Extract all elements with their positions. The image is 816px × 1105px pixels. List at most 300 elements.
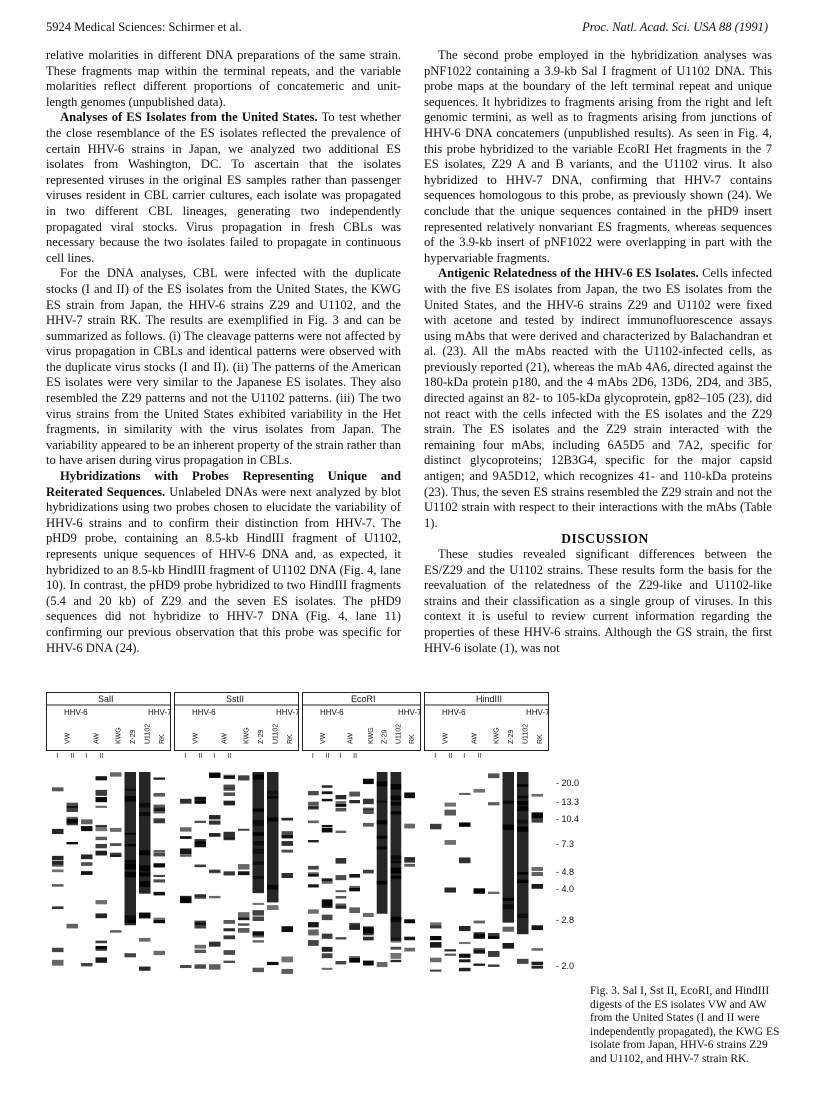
gel-band — [363, 870, 374, 874]
gel-band — [532, 962, 544, 965]
gel-band — [52, 856, 64, 860]
gel-band — [459, 822, 471, 826]
group-label-hhv6: HHV-6 — [192, 708, 216, 717]
gel-band — [532, 794, 544, 797]
gel-band — [322, 791, 333, 794]
size-marker: - 4.0 — [556, 884, 575, 894]
gel-band — [474, 789, 486, 793]
gel-band — [349, 792, 360, 797]
gel-band — [110, 930, 122, 933]
stock-label: I — [339, 753, 342, 760]
gel-band — [404, 948, 415, 952]
gel-band — [154, 863, 166, 867]
gel-band — [308, 884, 319, 887]
lane-label: U1102 — [522, 723, 530, 744]
stock-label: II — [99, 753, 104, 760]
gel-band — [322, 968, 333, 970]
lane-label: RK — [158, 734, 166, 744]
stock-label: I — [213, 753, 216, 760]
stock-label: I — [311, 753, 314, 760]
gel-band — [52, 960, 64, 966]
gel-band — [336, 795, 347, 799]
paragraph-body: Unlabeled DNAs were next analyzed by blot hybridizations using two probes chosen to elucidate the variability of HHV-6 strains and to confirm their distinction from HHV-7. The pHD9 probe, containing an 8.5-kb HindIII fragment of U1102, represents unique sequences of HHV-6 DNA and, as expected, it hybridized to an 8.5-kb HindIII fragment of U1102 DNA (Fig. 4, lane 10). In contrast, the pHD9 probe hybridized to two HindIII fragments (5.4 and 20 kb) of Z29 and the seven ES isolates. The pHD9 sequences did not hybridize to HHV-7 DNA (Fig. 4, lane 11) confirming our previous observation that this probe was specific for HHV-6 DNA (24). — [46, 484, 402, 655]
gel-band — [404, 792, 415, 798]
discussion-heading: DISCUSSION — [561, 531, 649, 547]
gel-band — [224, 928, 236, 931]
gel-band — [430, 970, 442, 972]
gel-band — [180, 799, 192, 804]
gel-band — [336, 831, 347, 833]
paragraph: relative molarities in different DNA preparations of the same strain. These fragments map within the terminal repeats, and the variable molarities reflect different proportions of concatemeric and unit-length genomes (unpublished data). — [46, 48, 401, 109]
gel-smear — [377, 772, 388, 914]
gel-band — [209, 942, 221, 947]
gel-band — [377, 962, 388, 967]
stock-label: II — [70, 753, 75, 760]
stock-label: II — [477, 753, 482, 760]
gel-band — [474, 932, 486, 934]
lane-label: VW — [319, 732, 327, 744]
stock-label: II — [353, 753, 358, 760]
gel-band — [430, 824, 442, 829]
gel-band — [224, 775, 236, 778]
gel-band — [459, 959, 471, 962]
gel-band — [336, 875, 347, 880]
gel-band — [253, 931, 265, 935]
gel-smear — [139, 772, 151, 894]
gel-band — [363, 779, 374, 784]
gel-band — [154, 875, 166, 877]
running-header-left: 5924 Medical Sciences: Schirmer et al. — [46, 20, 242, 34]
gel-band — [52, 829, 64, 834]
gel-band — [154, 793, 166, 797]
section-heading: Antigenic Relatedness of the HHV-6 ES Isolates. — [438, 266, 699, 281]
group-label-hhv7: HHV-7 — [398, 708, 422, 717]
gel-band — [308, 922, 319, 927]
gel-band — [253, 903, 265, 905]
gel-band — [96, 825, 108, 827]
stock-label: II — [227, 753, 232, 760]
gel-blot-image — [46, 692, 580, 1072]
gel-band — [154, 918, 166, 923]
gel-band — [154, 818, 166, 823]
gel-band — [336, 801, 347, 807]
gel-band — [180, 848, 192, 854]
figure-caption: Fig. 3. Sal I, Sst II, EcoRI, and HindIII digests of the ES isolates VW and AW from the United States (I and II were independently propagated), the KWG ES isolate from Japan, HHV-6 strains Z29 and U1102, and HHV-7 strain RK. — [590, 985, 780, 1065]
gel-band — [532, 948, 544, 951]
lane-label: AW — [471, 732, 479, 744]
gel-smear — [253, 772, 265, 893]
section-heading: Analyses of ES Isolates from the United States. — [60, 110, 318, 125]
gel-band — [488, 892, 500, 894]
gel-band — [308, 821, 319, 824]
gel-band — [430, 958, 442, 963]
right-column — [424, 48, 772, 656]
gel-band — [308, 929, 319, 935]
gel-band — [224, 961, 236, 963]
gel-band — [81, 819, 93, 824]
gel-band — [224, 871, 236, 875]
gel-band — [96, 946, 108, 949]
gel-band — [110, 772, 122, 776]
gel-band — [308, 909, 319, 913]
group-label-hhv7: HHV-7 — [148, 708, 172, 717]
gel-band — [336, 890, 347, 892]
gel-band — [238, 917, 250, 920]
gel-band — [363, 930, 374, 932]
gel-smear — [517, 772, 529, 934]
gel-band — [154, 951, 166, 955]
gel-band — [488, 964, 500, 966]
gel-band — [224, 801, 236, 806]
gel-band — [195, 895, 207, 899]
size-marker: - 2.0 — [556, 961, 575, 971]
size-marker: - 13.3 — [556, 797, 580, 807]
gel-band — [195, 950, 207, 953]
gel-band — [445, 803, 457, 807]
gel-band — [96, 837, 108, 840]
gel-band — [459, 793, 471, 795]
gel-band — [238, 829, 250, 831]
lane-label: VW — [64, 732, 72, 744]
gel-band — [154, 778, 166, 780]
gel-band — [322, 915, 333, 920]
gel-band — [349, 886, 360, 889]
gel-band — [445, 888, 457, 893]
gel-band — [96, 851, 108, 856]
lane-label: RK — [409, 734, 417, 744]
gel-band — [322, 947, 333, 952]
gel-band — [282, 957, 294, 963]
gel-band — [195, 865, 207, 868]
gel-band — [282, 818, 294, 821]
gel-band — [209, 964, 221, 969]
gel-band — [154, 805, 166, 809]
gel-band — [503, 927, 515, 932]
gel-band — [430, 936, 442, 940]
gel-band — [308, 840, 319, 842]
left-column — [46, 48, 401, 656]
lane-label: AW — [221, 732, 229, 744]
gel-band — [282, 835, 294, 838]
gel-band — [180, 965, 192, 968]
gel-band — [81, 862, 93, 866]
running-header-right: Proc. Natl. Acad. Sci. USA 88 (1991) — [582, 20, 768, 34]
lane-label: Z-29 — [381, 729, 389, 744]
gel-band — [81, 871, 93, 875]
stock-label: I — [184, 753, 187, 760]
gel-band — [154, 852, 166, 856]
gel-band — [532, 867, 544, 871]
gel-band — [363, 961, 374, 966]
gel-band — [195, 800, 207, 804]
gel-band — [459, 926, 471, 931]
gel-band — [67, 803, 79, 808]
lane-label: KWG — [243, 727, 251, 744]
gel-band — [322, 799, 333, 801]
gel-band — [488, 802, 500, 805]
gel-band — [282, 969, 294, 974]
gel-band — [488, 951, 500, 957]
gel-band — [336, 937, 347, 939]
gel-band — [195, 797, 207, 801]
gel-band — [404, 864, 415, 867]
gel-band — [404, 824, 415, 829]
gel-band — [282, 926, 294, 932]
gel-band — [474, 950, 486, 954]
stock-label: I — [434, 753, 437, 760]
paragraph: These studies revealed significant differences between the ES/Z29 and the U1102 strains. These results form the basis for the reevaluation of the relatedness of the Z29-like and U1102-like strains and their classification as a single group of viruses. In this context it is useful to review current information regarding the properties of these HHV-6 strains. Although the GS strain, the first HHV-6 isolate (1), was not — [424, 547, 772, 655]
panel-title: SstII — [226, 694, 245, 704]
panel-title: HindIII — [476, 694, 503, 704]
gel-band — [67, 842, 79, 844]
gel-band — [488, 933, 500, 938]
gel-band — [253, 940, 265, 942]
gel-band — [67, 924, 79, 929]
gel-band — [349, 800, 360, 803]
gel-band — [445, 810, 457, 816]
gel-band — [125, 953, 137, 957]
gel-band — [52, 948, 64, 952]
gel-band — [282, 873, 294, 878]
gel-band — [96, 844, 108, 848]
paragraph-body: Cells infected with the five ES isolates from Japan, the two ES isolates from the United States, and the HHV-6 strains Z29 and U1102 were fixed with acetone and tested by indirect immunofluorescence assays using mAbs that were derived and characterized by Balachandran et al. (23). All the mAbs reacted with the U1102-infected cells, as previously reported (21), whereas the mAb 4A6, directed against the 180-kDa protein p180, and the 4 mAbs 2D6, 13D6, 2D4, and 3B5, directed against an 82- to 105-kDa glycoprotein, gp82–105 (23), did not react with the cells infected with the ES isolates and the Z29 strain. The ES isolates and the Z29 strain interacted with the remaining four mAbs, including 6A5D5 and 7A2, specific for distinct glycoproteins; 12B3G4, specific for the major capsid antigen; and 9A5D12, which recognizes 41- and 110-kDa proteins (23). Thus, the seven ES strains resembled the Z29 strain and not the U1102 strain with respect to their interactions with the mAbs (Table 1). — [424, 266, 772, 530]
lane-label: VW — [442, 732, 450, 744]
gel-band — [336, 808, 347, 812]
gel-band — [224, 832, 236, 838]
lane-label: KWG — [493, 727, 501, 744]
gel-band — [445, 840, 457, 845]
lane-label: VW — [192, 732, 200, 744]
gel-band — [224, 838, 236, 840]
gel-band — [532, 925, 544, 930]
gel-band — [349, 907, 360, 913]
gel-band — [81, 963, 93, 966]
gel-band — [180, 836, 192, 839]
gel-band — [282, 841, 294, 846]
gel-band — [154, 892, 166, 896]
lane-label: Z-29 — [129, 729, 137, 744]
gel-band — [81, 826, 93, 831]
gel-band — [445, 954, 457, 956]
paragraph — [46, 469, 401, 656]
size-marker: - 7.3 — [556, 839, 575, 849]
gel-band — [238, 923, 250, 925]
size-marker: - 20.0 — [556, 778, 580, 788]
gel-band — [459, 857, 471, 863]
gel-band — [209, 815, 221, 819]
paragraph — [46, 110, 401, 266]
gel-band — [180, 827, 192, 831]
paragraph: The second probe employed in the hybridization analyses was pNF1022 containing a 3.9-kb Sal I fragment of U1102 DNA. This probe maps at the boundary of the left terminal repeat and unique sequences. It hybridizes to fragments arising from the right and left genomic termini, as well as to fragments arising from junctions of HHV-6 DNA concatemers (unpublished results). As seen in Fig. 4, this probe hybridized to the variable EcoRI Het fragments in the 7 ES isolates, Z29 A and B variants, and the U1102 virus. It also hybridized to HHV-7 DNA, confirming that HHV-7 contains sequences homologous to this probe, as previously shown (24). We conclude that the unique sequences contained in the pHD9 insert represented relatively nonvariant ES fragments, whereas sequences of the 3.9-kb insert of pNF1022 were overlapping in part with the hypervariable fragments. — [424, 48, 772, 265]
gel-band — [110, 853, 122, 855]
gel-band — [110, 843, 122, 846]
stock-label: I — [56, 753, 59, 760]
gel-band — [404, 919, 415, 923]
gel-band — [349, 958, 360, 963]
gel-band — [308, 791, 319, 795]
gel-band — [267, 905, 279, 910]
gel-band — [308, 802, 319, 805]
gel-band — [238, 864, 250, 869]
gel-band — [195, 923, 207, 929]
panel-title: SalI — [98, 694, 114, 704]
gel-band — [224, 935, 236, 939]
lane-label: AW — [347, 732, 355, 744]
gel-band — [459, 942, 471, 944]
gel-band — [282, 850, 294, 853]
stock-label: II — [448, 753, 453, 760]
gel-band — [308, 940, 319, 946]
gel-band — [253, 910, 265, 915]
gel-band — [180, 896, 192, 901]
gel-band — [459, 954, 471, 958]
gel-band — [224, 788, 236, 791]
gel-band — [391, 953, 402, 959]
gel-band — [349, 874, 360, 878]
lane-label: RK — [536, 734, 544, 744]
gel-band — [363, 937, 374, 941]
gel-band — [532, 813, 544, 818]
group-label-hhv7: HHV-7 — [276, 708, 300, 717]
gel-band — [96, 941, 108, 944]
gel-band — [224, 920, 236, 924]
gel-band — [209, 869, 221, 873]
gel-band — [96, 776, 108, 780]
gel-band — [363, 913, 374, 917]
gel-band — [195, 945, 207, 949]
gel-band — [96, 900, 108, 904]
gel-band — [459, 968, 471, 971]
gel-band — [238, 912, 250, 917]
gel-band — [195, 841, 207, 847]
gel-band — [67, 817, 79, 821]
gel-band — [532, 966, 544, 969]
gel-band — [322, 879, 333, 884]
lane-label: U1102 — [272, 723, 280, 744]
gel-band — [139, 916, 151, 918]
gel-band — [96, 797, 108, 802]
gel-band — [517, 959, 529, 964]
panel-title: EcoRI — [351, 694, 376, 704]
gel-band — [253, 916, 265, 921]
gel-band — [209, 821, 221, 825]
size-marker: - 4.8 — [556, 867, 575, 877]
gel-band — [96, 806, 108, 808]
gel-band — [336, 961, 347, 964]
group-label-hhv6: HHV-6 — [64, 708, 88, 717]
gel-band — [52, 861, 64, 867]
size-marker: - 10.4 — [556, 814, 580, 824]
gel-band — [349, 923, 360, 925]
gel-band — [336, 904, 347, 909]
gel-band — [96, 913, 108, 918]
gel-band — [154, 879, 166, 882]
gel-smear — [125, 772, 137, 925]
stock-label: I — [463, 753, 466, 760]
gel-band — [404, 937, 415, 941]
size-marker: - 2.8 — [556, 915, 575, 925]
gel-band — [139, 938, 151, 942]
gel-band — [532, 872, 544, 876]
gel-band — [322, 785, 333, 787]
gel-band — [363, 823, 374, 827]
stock-label: I — [85, 753, 88, 760]
gel-band — [238, 928, 250, 933]
gel-band — [430, 926, 442, 929]
gel-band — [267, 962, 279, 965]
gel-band — [308, 866, 319, 870]
gel-band — [52, 787, 64, 791]
gel-band — [322, 899, 333, 905]
gel-band — [474, 934, 486, 939]
gel-band — [474, 889, 486, 894]
lane-label: Z-29 — [257, 729, 265, 744]
gel-band — [488, 773, 500, 778]
gel-band — [154, 850, 166, 852]
lane-label: U1102 — [395, 723, 403, 744]
lane-label: Z-29 — [507, 729, 515, 744]
gel-smear — [503, 772, 515, 923]
gel-band — [430, 922, 442, 925]
gel-band — [139, 967, 151, 971]
gel-band — [110, 828, 122, 832]
gel-band — [253, 968, 265, 972]
gel-band — [209, 833, 221, 837]
paragraph: For the DNA analyses, CBL were infected with the duplicate stocks (I and II) of the ES isolates from the United States, the KWG ES strain from Japan, the HHV-6 strains Z29 and U1102, and the HHV-7 strain RK. The results are exemplified in Fig. 3 and can be summarized as follows. (i) The cleavage patterns were not affected by virus propagation in CBLs and identical patterns were observed with the duplicate virus stocks (I and II). (ii) The patterns of the American ES isolates were very similar to the Japanese ES isolates. They also resembled the Z29 patterns and not the U1102 patterns. (iii) The two virus strains from the United States exhibited variability in the Het fragments, in similarity with the virus isolates from Japan. The variability appeared to be an inherent property of the strain rather than to have arisen during virus propagation in CBLs. — [46, 266, 401, 468]
gel-band — [195, 964, 207, 968]
gel-band — [391, 960, 402, 962]
gel-band — [238, 775, 250, 780]
gel-band — [308, 872, 319, 877]
gel-band — [52, 906, 64, 909]
gel-band — [96, 790, 108, 796]
stock-label: II — [325, 753, 330, 760]
gel-smear — [267, 772, 279, 902]
gel-band — [336, 858, 347, 864]
gel-band — [322, 953, 333, 958]
gel-band — [363, 799, 374, 804]
lane-label: KWG — [367, 727, 375, 744]
gel-band — [96, 957, 108, 962]
gel-band — [180, 854, 192, 856]
gel-band — [81, 854, 93, 859]
lane-label: AW — [93, 732, 101, 744]
paragraph — [424, 266, 772, 531]
gel-band — [322, 934, 333, 939]
section-heading: Hybridizations with Probes Representing Unique and Reiterated Sequences. — [46, 469, 401, 499]
gel-band — [503, 943, 515, 949]
gel-band — [474, 964, 486, 966]
gel-band — [363, 808, 374, 810]
lane-label: RK — [286, 734, 294, 744]
gel-band — [110, 855, 122, 857]
paragraph-body: To test whether the close resemblance of the ES isolates reflected the prevalence of certain HHV-6 strains in Japan, we analyzed two additional ES isolates from Washington, DC. To ascertain that the isolates represented viruses in the original ES samples rather than passenger viruses resident in CBL carrier cultures, each isolate was propagated in two different CBL lineages, generating two independently propagated viral stocks. Virus propagation in fresh CBLs was necessary because the two isolates failed to propagate in continuous cell lines. — [46, 110, 401, 265]
gel-band — [349, 925, 360, 930]
gel-band — [52, 869, 64, 872]
gel-band — [474, 921, 486, 924]
gel-band — [209, 773, 221, 778]
stock-label: II — [198, 753, 203, 760]
gel-band — [404, 857, 415, 863]
gel-band — [238, 871, 250, 875]
gel-band — [445, 949, 457, 951]
gel-band — [308, 807, 319, 809]
lane-label: KWG — [115, 727, 123, 744]
gel-band — [52, 884, 64, 886]
group-label-hhv7: HHV-7 — [526, 708, 550, 717]
gel-band — [322, 825, 333, 827]
gel-band — [430, 942, 442, 948]
